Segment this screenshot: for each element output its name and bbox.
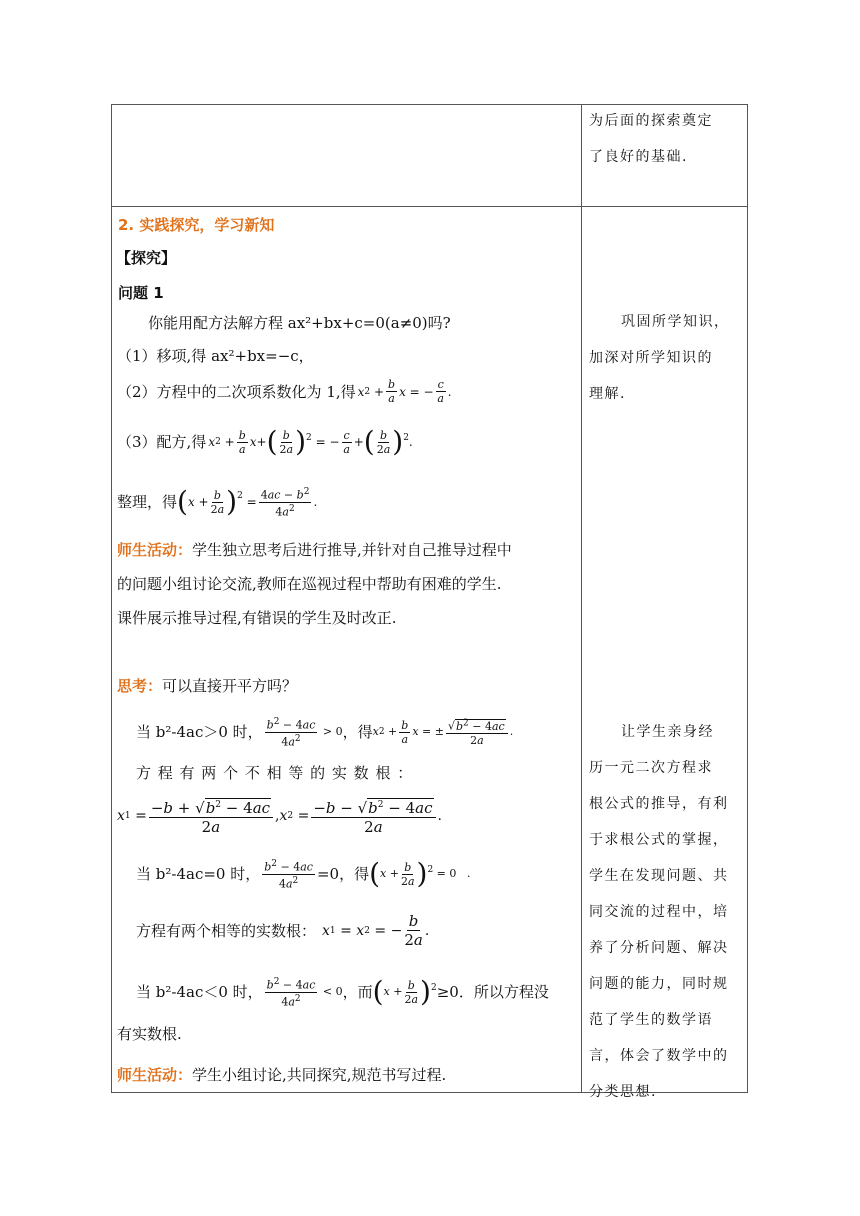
side-note-line: 根公式的推导，有利 — [589, 796, 729, 812]
case-2-formula-a: $\frac{b^2 - 4ac}{4a^2}$ — [264, 859, 313, 891]
side-note-line: 同交流的过程中，培 — [589, 904, 729, 920]
activity-1-line-3: 课件展示推导过程,有错误的学生及时改正. — [117, 609, 397, 627]
step-3-formula: x 2 + $\frac{b}{a}$ x + ( $\frac{b}{2a}$ ) $^2$ = − $\frac{c}{a}$ + ( $\frac{b}{2a}$ ) $^2$ . — [208, 425, 413, 458]
activity-1-line-2: 的问题小组讨论交流,教师在巡视过程中帮助有困难的学生. — [117, 575, 502, 593]
case-3-prefix: 当 b²-4ac＜0 时， — [136, 983, 263, 1002]
column-divider — [581, 105, 582, 1092]
side-note-2 — [589, 714, 745, 1110]
case-2-prefix: 当 b²-4ac=0 时， — [136, 865, 261, 884]
step-3-prefix: （3）配方,得 — [117, 433, 207, 451]
side-note-line: 范了学生的数学语 — [589, 1012, 713, 1028]
step-2-formula: x 2 + $\frac{b}{a}$ x = − $\frac{c}{a}$ . — [357, 378, 452, 405]
side-note-line: 理解. — [589, 386, 626, 402]
case-2 — [136, 858, 470, 890]
case-3-formula-a: $\frac{b^2 - 4ac}{4a^2}$ < 0 — [266, 977, 343, 1009]
step-2-prefix: （2）方程中的二次项系数化为 1,得 — [117, 382, 356, 401]
roots-formula: x 1 = $\frac{-b + √b^2 - 4ac}{2a}$ , x 2 = $\frac{-b - √b^2 - 4ac}{2a}$ . — [117, 796, 442, 836]
case-2-mid: =0，得 — [316, 865, 370, 884]
tidy-step — [117, 486, 317, 518]
case-1 — [136, 716, 513, 748]
case-3-end: ≥0．所以方程没 — [436, 983, 549, 1002]
case-3-mid: ，而 — [342, 983, 373, 1002]
think-line — [117, 676, 297, 696]
case-1-formula-a: $\frac{b^2 - 4ac}{4a^2}$ > 0 — [266, 717, 343, 749]
explore-tag: 【探究】 — [116, 249, 177, 267]
side-note-line: 加深对所学知识的 — [589, 350, 713, 366]
case-3-formula-b: ( x + $\frac{b}{2a}$ ) $^2$ — [372, 975, 437, 1009]
roots-equal — [136, 912, 429, 949]
think-label: 思考： — [117, 677, 163, 695]
row-divider — [112, 206, 747, 207]
case-1-prefix: 当 b²-4ac＞0 时， — [136, 723, 263, 742]
step-2 — [117, 378, 452, 405]
side-note-line: 让学生亲身经 — [621, 724, 714, 740]
case-2-formula-b: ( x + $\frac{b}{2a}$ ) $^2$ = 0 . — [369, 857, 471, 891]
side-note-line: 分类思想. — [589, 1084, 657, 1100]
roots-equal-text: 方程有两个相等的实数根： — [136, 921, 317, 940]
think-text: 可以直接开平方吗？ — [162, 677, 298, 695]
roots-equal-formula: x 1 = x 2 = − $\frac{b}{2a}$ . — [322, 912, 430, 949]
side-note-line: 学生在发现问题、共 — [589, 868, 729, 884]
side-note-1 — [589, 304, 741, 412]
side-note-line: 问题的能力，同时规 — [589, 976, 729, 992]
top-note-line: 了良好的基础. — [589, 149, 688, 165]
activity-2-text: 学生小组讨论,共同探究,规范书写过程. — [192, 1066, 447, 1084]
activity-2-label: 师生活动： — [117, 1066, 193, 1084]
case-3 — [136, 976, 549, 1008]
case-1-formula-b: x 2 + $\frac{b}{a}$ x = ± $\frac{√b^2 - 4ac}{2a}$ . — [372, 718, 514, 747]
question-text: 你能用配方法解方程 ax²+bx+c=0(a≠0)吗? — [148, 314, 451, 332]
roots-two-distinct: 方 程 有 两 个 不 相 等 的 实 数 根 ： — [136, 764, 414, 782]
tidy-formula: ( x + $\frac{b}{2a}$ ) $^2$ = $\frac{4ac - b^2}{4a^2}$ . — [177, 485, 318, 519]
case-3-end-line-2: 有实数根. — [117, 1025, 182, 1043]
activity-2-line — [117, 1065, 446, 1085]
section-title: 2. 实践探究，学习新知 — [118, 216, 275, 234]
side-note-line: 历一元二次方程求 — [589, 760, 713, 776]
activity-1-line-1: 师生活动：学生独立思考后进行推导,并针对自己推导过程中 — [117, 541, 512, 559]
tidy-prefix: 整理，得 — [117, 493, 178, 512]
side-note-line: 养了分析问题、解决 — [589, 940, 729, 956]
top-note — [589, 103, 739, 175]
side-note-line: 于求根公式的掌握， — [589, 832, 729, 848]
case-1-mid: ，得 — [342, 723, 373, 742]
step-1: （1）移项,得 ax²+bx=−c， — [117, 347, 314, 365]
activity-1-label: 师生活动： — [117, 541, 193, 559]
side-note-line: 巩固所学知识， — [621, 314, 730, 330]
top-note-line: 为后面的探索奠定 — [589, 113, 713, 129]
step-3 — [117, 425, 413, 458]
side-note-line: 言，体会了数学中的 — [589, 1048, 729, 1064]
question-label: 问题 1 — [118, 284, 164, 302]
